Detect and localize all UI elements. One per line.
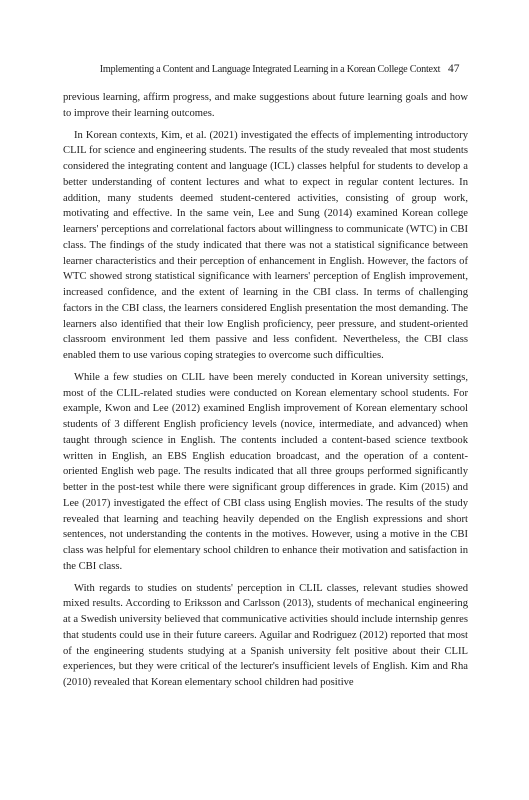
- body-text: [63, 90, 468, 697]
- paragraph: With regards to studies on students' perception in CLIL classes, relevant studies showed mixed results. According to Eriksson and Carlsson (2013), students of mechanical engineering at a Swedish university believed that communicative activities should include internship genres that students could use in their future careers. Aguilar and Rodriguez (2012) reported that most of the engineering students studying at a Spanish university felt positive about their CLIL experiences, but they were critical of the lecturer's insufficient levels of English. Kim and Rha (2010) revealed that Korean elementary school children had positive: [63, 582, 468, 688]
- running-header-title: Implementing a Content and Language Integrated Learning in a Korean College Context: [99, 64, 441, 75]
- paragraph: In Korean contexts, Kim, et al. (2021) investigated the effects of implementing introductory CLIL for science and engineering students. The results of the study revealed that most students considered the integrating content and language (ICL) classes helpful for students to develop a better understanding of content lectures and what to expect in regular content lectures. In addition, many students deemed student-centered activities, consisting of group work, motivating and effective. In the same vein, Lee and Sung (2014) examined Korean college learners' perceptions and correlational factors about willingness to communicate (WTC) in CBI class. The findings of the study indicated that there was not a statistical significance between learner characteristics and their perception of enhancement in English. However, the factors of WTC showed strong statistical significance with learners' perception of English improvement, increased confidence, and the extent of learning in the CBI class. In terms of challenging factors in the CBI class, the learners considered English presentation the most demanding. The learners also identified that their low English proficiency, peer pressure, and student-oriented classroom environment led them passive and less confident. Nevertheless, the CBI class enabled them to use various coping strategies to overcome such difficulties.: [63, 129, 468, 361]
- paragraph: While a few studies on CLIL have been merely conducted in Korean university settings, most of the CLIL-related studies were conducted on Korean elementary school students. For example, Kwon and Lee (2012) examined English improvement of Korean elementary school students of 3 different English proficiency levels (novice, intermediate, and advanced) when taught through science in English. The contents included a content-based science textbook written in English, an EBS English education broadcast, and the operation of a content-oriented English web page. The results indicated that all three groups performed significantly better in the post-test while there were significant group differences in grade. Kim (2015) and Lee (2017) investigated the effect of CBI class using English movies. The results of the study revealed that learning and teaching heavily depended on the English expressions and short sentences, not understanding the contents in the motives. However, using a motive in the CBI class was helpful for elementary school children to enhance their motivation and satisfaction in the CBI class.: [63, 371, 468, 572]
- paragraph-continued: previous learning, affirm progress, and make suggestions about future learning goals and how to improve their learning outcomes.: [63, 92, 468, 119]
- page-number: 47: [448, 63, 460, 75]
